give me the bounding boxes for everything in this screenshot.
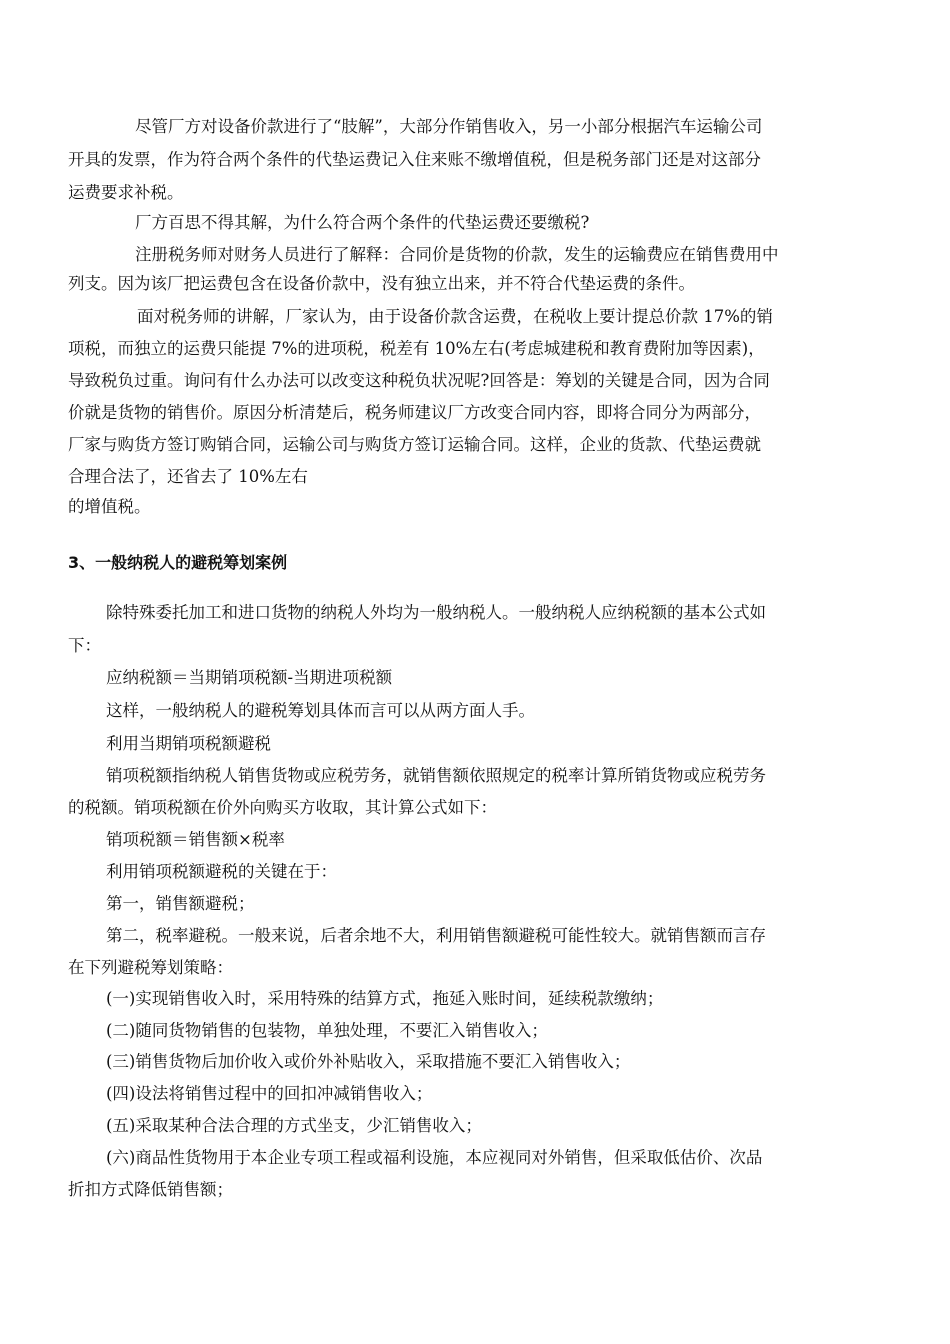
list-item: (五)采取某种合法合理的方式坐支，少汇销售收入； bbox=[106, 1116, 482, 1135]
paragraph-line: 价就是货物的销售价。原因分析清楚后，税务师建议厂方改变合同内容，即将合同分为两部分， bbox=[68, 403, 761, 422]
paragraph-line: 合理合法了，还省去了 10%左右 bbox=[68, 467, 308, 486]
paragraph-line: 尽管厂方对设备价款进行了“肢解”，大部分作销售收入，另一小部分根据汽车运输公司 bbox=[135, 117, 763, 136]
paragraph-line: 面对税务师的讲解，厂家认为，由于设备价款含运费，在税收上要计提总价款 17%的销 bbox=[137, 307, 773, 326]
paragraph-line: 的增值税。 bbox=[68, 497, 151, 516]
formula-line: 销项税额＝销售额×税率 bbox=[106, 830, 285, 849]
subheading-line: 利用当期销项税额避税 bbox=[106, 734, 271, 753]
paragraph-line: 下： bbox=[68, 636, 101, 655]
paragraph-line: 除特殊委托加工和进口货物的纳税人外均为一般纳税人。一般纳税人应纳税额的基本公式如 bbox=[106, 603, 766, 622]
paragraph-line: 销项税额指纳税人销售货物或应税劳务，就销售额依照规定的税率计算所销货物或应税劳务 bbox=[106, 766, 766, 785]
paragraph-line: 第一，销售额避税； bbox=[106, 894, 255, 913]
paragraph-line: 开具的发票，作为符合两个条件的代垫运费记入住来账不缴增值税，但是税务部门还是对这部分 bbox=[68, 150, 761, 169]
paragraph-line: 厂方百思不得其解，为什么符合两个条件的代垫运费还要缴税? bbox=[135, 213, 590, 232]
paragraph-line: 注册税务师对财务人员进行了解释：合同价是货物的价款，发生的运输费应在销售费用中 bbox=[135, 245, 779, 264]
list-item-continuation: 折扣方式降低销售额； bbox=[68, 1180, 233, 1199]
paragraph-line: 利用销项税额避税的关键在于： bbox=[106, 862, 337, 881]
paragraph-line: 这样，一般纳税人的避税筹划具体而言可以从两方面人手。 bbox=[106, 701, 535, 720]
formula-line: 应纳税额＝当期销项税额-当期进项税额 bbox=[106, 668, 393, 687]
paragraph-line: 项税，而独立的运费只能提 7%的进项税，税差有 10%左右(考虑城建税和教育费附加等因素)， bbox=[68, 339, 765, 358]
list-item: (二)随同货物销售的包装物，单独处理，不要汇入销售收入； bbox=[106, 1021, 548, 1040]
list-item: (一)实现销售收入时，采用特殊的结算方式，拖延入账时间，延续税款缴纳； bbox=[106, 989, 664, 1008]
paragraph-line: 导致税负过重。询问有什么办法可以改变这种税负状况呢?回答是：筹划的关键是合同，因为合同 bbox=[68, 371, 770, 390]
paragraph-line: 运费要求补税。 bbox=[68, 183, 184, 202]
paragraph-line: 厂家与购货方签订购销合同，运输公司与购货方签订运输合同。这样，企业的货款、代垫运费就 bbox=[68, 435, 761, 454]
paragraph-line: 在下列避税筹划策略： bbox=[68, 958, 233, 977]
list-item: (六)商品性货物用于本企业专项工程或福利设施，本应视同对外销售，但采取低估价、次品 bbox=[106, 1148, 763, 1167]
section-heading: 3、一般纳税人的避税筹划案例 bbox=[68, 553, 288, 572]
list-item: (三)销售货物后加价收入或价外补贴收入，采取措施不要汇入销售收入； bbox=[106, 1052, 631, 1071]
list-item: (四)设法将销售过程中的回扣冲减销售收入； bbox=[106, 1084, 433, 1103]
paragraph-line: 第二，税率避税。一般来说，后者余地不大，利用销售额避税可能性较大。就销售额而言存 bbox=[106, 926, 766, 945]
paragraph-line: 的税额。销项税额在价外向购买方收取，其计算公式如下： bbox=[68, 798, 497, 817]
paragraph-line: 列支。因为该厂把运费包含在设备价款中，没有独立出来，并不符合代垫运费的条件。 bbox=[68, 274, 695, 293]
